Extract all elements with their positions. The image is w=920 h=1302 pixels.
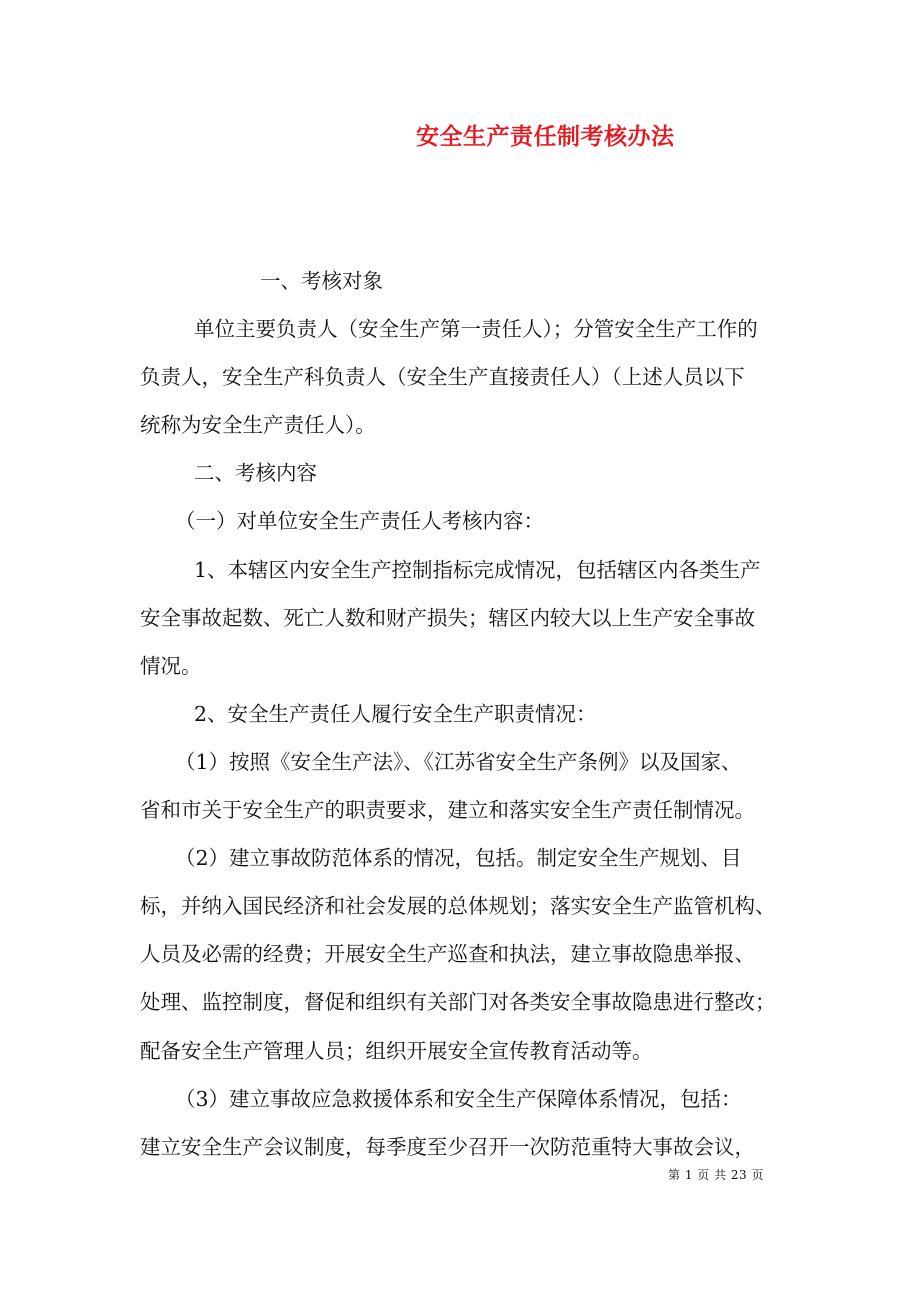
paragraph-line: 情况。 [140, 654, 202, 678]
document-title: 安全生产责任制考核办法 [416, 123, 675, 150]
paragraph-line: 安全事故起数、死亡人数和财产损失；辖区内较大以上生产安全事故 [140, 606, 755, 630]
paragraph-line: 省和市关于安全生产的职责要求，建立和落实安全生产责任制情况。 [140, 798, 755, 822]
paragraph-line: 1、本辖区内安全生产控制指标完成情况，包括辖区内各类生产 [194, 558, 761, 582]
subsection-heading: （一）对单位安全生产责任人考核内容： [175, 509, 544, 533]
paragraph-line: 配备安全生产管理人员；组织开展安全宣传教育活动等。 [140, 1039, 653, 1063]
paragraph-line: 建立安全生产会议制度，每季度至少召开一次防范重特大事故会议， [140, 1135, 755, 1159]
paragraph-line: 2、安全生产责任人履行安全生产职责情况： [194, 702, 597, 726]
section-heading-2: 二、考核内容 [194, 461, 317, 485]
paragraph-line: 统称为安全生产责任人）。 [140, 413, 376, 437]
paragraph-line: （1）按照《安全生产法》、《江苏省安全生产条例》以及国家、 [175, 750, 742, 774]
paragraph-line: （3）建立事故应急救援体系和安全生产保障体系情况，包括： [175, 1087, 742, 1111]
section-heading-1: 一、考核对象 [260, 269, 383, 293]
paragraph-line: （2）建立事故防范体系的情况，包括。制定安全生产规划、目 [175, 846, 742, 870]
paragraph-line: 单位主要负责人（安全生产第一责任人）；分管安全生产工作的 [194, 317, 758, 341]
page-number: 第 1 页 共 23 页 [668, 1168, 764, 1182]
paragraph-line: 负责人，安全生产科负责人（安全生产直接责任人）（上述人员以下 [140, 365, 745, 389]
paragraph-line: 处理、监控制度，督促和组织有关部门对各类安全事故隐患进行整改； [140, 990, 776, 1014]
paragraph-line: 标，并纳入国民经济和社会发展的总体规划；落实安全生产监管机构、 [140, 894, 776, 918]
paragraph-line: 人员及必需的经费；开展安全生产巡查和执法，建立事故隐患举报、 [140, 942, 755, 966]
